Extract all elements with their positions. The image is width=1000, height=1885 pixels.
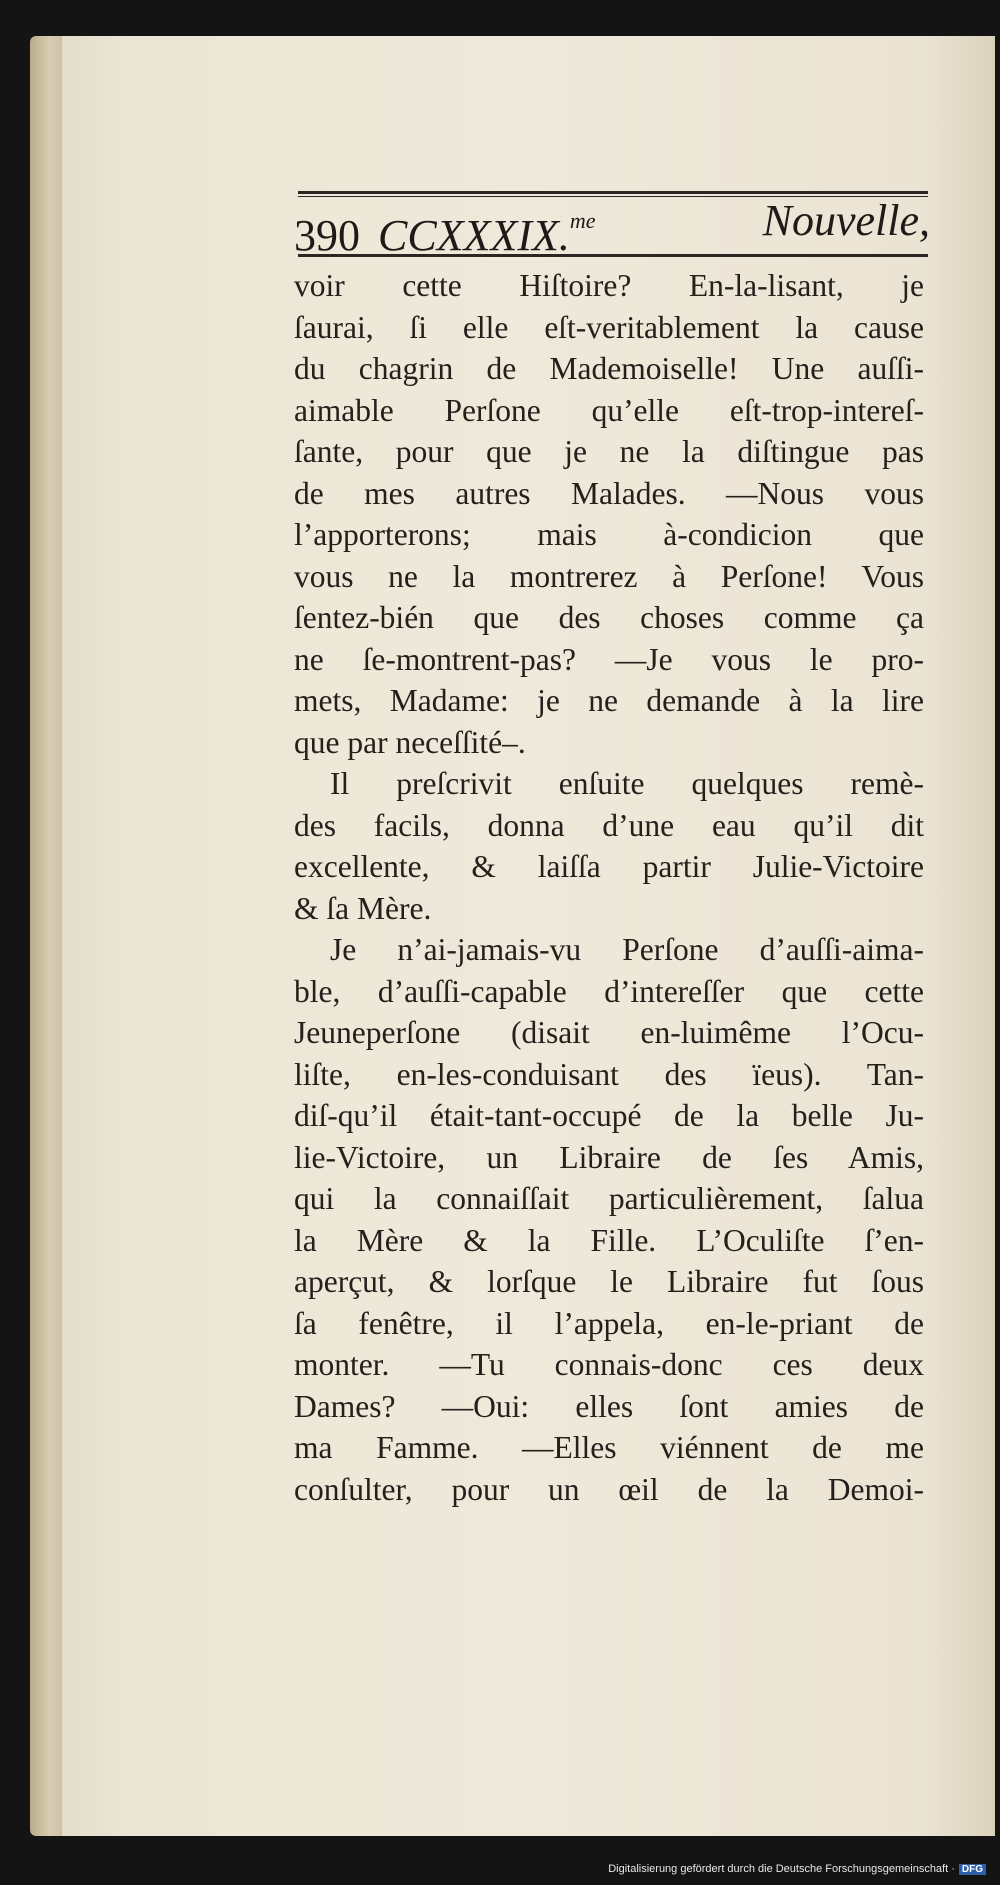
text-line: Je n’ai-jamais-vu Perſone d’auſſi-aima- (330, 932, 924, 967)
header-rule-bottom (298, 254, 928, 257)
chapter-title: CCXXXIX. (378, 211, 570, 260)
text-line: qui la connaiſſait particulièrement, ſalua (294, 1181, 924, 1216)
chapter-title-suffix: me (569, 208, 596, 233)
text-line: conſulter, pour un œil de la Demoi- (294, 1471, 924, 1507)
text-line: & ſa Mère. (294, 890, 432, 926)
text-line: voir cette Hiſtoire? En-la-lisant, je (294, 268, 924, 303)
text-line: ſaurai, ſi elle eſt-veritablement la cause (294, 309, 924, 345)
text-line: Jeuneperſone (disait en-luimême l’Ocu- (294, 1015, 924, 1050)
text-line: vous ne la montrerez à Perſone! Vous (294, 558, 924, 594)
text-line: que par neceſſité–. (294, 724, 526, 760)
text-line: diſ-qu’il était-tant-occupé de la belle Ju- (294, 1098, 924, 1133)
text-line: ſentez-bién que des choses comme ça (294, 600, 924, 635)
page-number: 390 (294, 211, 360, 260)
text-line: du chagrin de Mademoiselle! Une auſſi- (294, 351, 924, 386)
text-line: liſte, en-les-conduisant des ïeus). Tan- (294, 1056, 924, 1092)
text-line: de mes autres Malades. —Nous vous (294, 475, 924, 511)
text-line: aperçut, & lorſque le Libraire fut ſous (294, 1264, 924, 1299)
running-head-right: Nouvelle, (762, 196, 930, 245)
text-line: ma Famme. —Elles viénnent de me (294, 1430, 924, 1465)
text-line: monter. —Tu connais-donc ces deux (294, 1347, 924, 1382)
text-line: ſa fenêtre, il l’appela, en-le-priant de (294, 1305, 924, 1341)
text-line: Il preſcrivit enſuite quelques remè- (330, 766, 924, 801)
running-head (294, 190, 930, 260)
dfg-logo: DFG (959, 1864, 986, 1875)
text-line: excellente, & laiſſa partir Julie-Victoire (294, 849, 924, 884)
text-line: des facils, donna d’une eau qu’il dit (294, 807, 924, 843)
text-line: ne ſe-montrent-pas? —Je vous le pro- (294, 641, 924, 677)
text-line: ble, d’auſſi-capable d’intereſſer que cette (294, 973, 924, 1009)
text-line: lie-Victoire, un Libraire de ſes Amis, (294, 1139, 924, 1175)
body-text (294, 265, 924, 1510)
credit-text: Digitalisierung gefördert durch die Deutsche Forschungsgemeinschaft · (608, 1863, 955, 1875)
text-line: mets, Madame: je ne demande à la lire (294, 683, 924, 718)
text-line: aimable Perſone qu’elle eſt-trop-intereſ- (294, 392, 924, 428)
digitization-credit (608, 1863, 986, 1875)
text-line: Dames? —Oui: elles ſont amies de (294, 1388, 924, 1424)
text-line: ſante, pour que je ne la diſtingue pas (294, 434, 924, 469)
text-line: la Mère & la Fille. L’Oculiſte ſ’en- (294, 1222, 924, 1258)
text-line: l’apporterons; mais à-condicion que (294, 517, 924, 552)
